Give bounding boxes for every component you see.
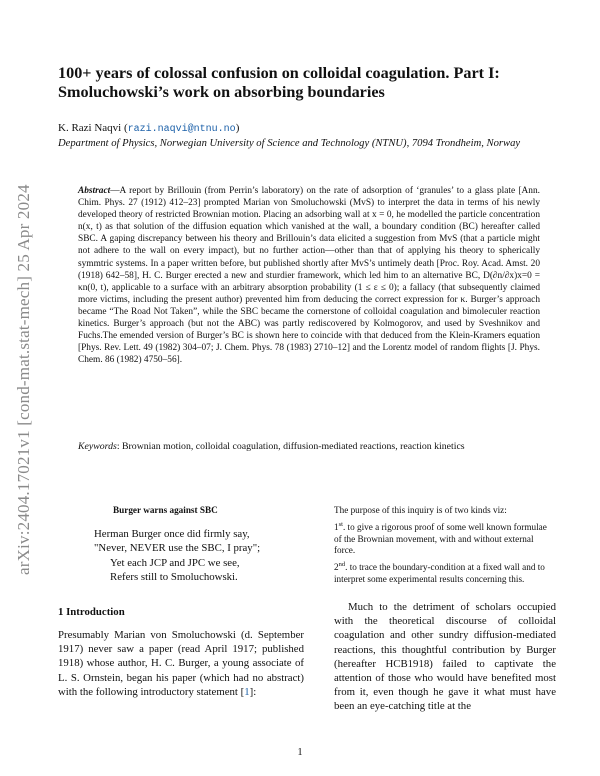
keywords bbox=[78, 441, 540, 453]
purpose-intro: The purpose of this inquiry is of two kinds viz: bbox=[334, 505, 507, 515]
keywords-text: : Brownian motion, colloidal coagulation, diffusion-mediated reactions, reaction kinetics bbox=[116, 441, 465, 452]
paper-title: 100+ years of colossal confusion on colloidal coagulation. Part I: Smoluchowski’s work on absorbing boundaries bbox=[58, 64, 500, 101]
abstract-label: Abstract bbox=[78, 186, 111, 196]
abstract bbox=[78, 185, 540, 366]
poem-line: Yet each JCP and JPC we see, bbox=[110, 556, 240, 569]
poem bbox=[94, 527, 319, 584]
section-heading: 1 Introduction bbox=[58, 606, 125, 618]
intro-text: Presumably Marian von Smoluchowski (d. September 1917) never saw a paper (read April 1917; published 1918) whose author, H. C. Burger, a young associate of L. S. Ornstein, began his paper (which had no abstract) with the following introductory statement [ bbox=[58, 629, 304, 698]
author-line: K. Razi Naqvi (razi.naqvi@ntnu.no) bbox=[58, 122, 240, 135]
poem-line: Herman Burger once did firmly say, bbox=[94, 528, 250, 540]
affiliation: Department of Physics, Norwegian University of Science and Technology (NTNU), 7094 Trondheim, Norway bbox=[58, 138, 521, 149]
keywords-label: Keywords bbox=[78, 441, 117, 452]
author-name: K. Razi Naqvi bbox=[58, 122, 122, 134]
page-number: 1 bbox=[297, 747, 303, 758]
poem-line: "Never, NEVER use the SBC, I pray"; bbox=[94, 542, 261, 555]
arxiv-stamp[interactable]: arXiv:2404.17021v1 [cond-mat.stat-mech] 25 Apr 2024 bbox=[14, 184, 33, 576]
intro-text-end: ]: bbox=[249, 685, 257, 698]
citation-link[interactable]: 1 bbox=[244, 685, 250, 698]
intro-right-column: Much to the detriment of scholars occupied with the theoretical discourse of colloidal coagulation and other sundry diffusion-mediated reactions, this thoughtful contribution by Burger (hereafter HCB1918) failed to captivate the attention of those who would have benefited most from it, even though he gave it what must have been an eye-catching title at the bbox=[334, 601, 556, 713]
abstract-text: —A report by Brillouin (from Perrin’s laboratory) on the rate of adsorption of ‘granules’ to a glass plate [Ann. Chim. Phys. 27 (1912) 412–23] prompted Marian von Smoluchowski (MvS) to interpret the data in terms of his newly developed theory of restricted Brownian motion. Placing an adsorbing wall at x = 0, he modelled the particle concentration n(x, t) as that solution of the diffusion equation which vanished at the wall, a boundary condition (BC) hereafter called SBC. A gaping discrepancy between his theory and Brillouin’s data elicited a suggestion from MvS (that a particle might not adhere to the wall on every impact), but no further action—other than that of applying his theory to spherically symmtric systems. In a paper written before, but published shortly after MvS’s untimely death [Proc. Roy. Acad. Amst. 20 (1918) 642–58], H. C. Burger erected a new and sturdier framework, which led him to an alternative BC, D(∂n/∂x)x=0 = κn(0, t), applicable to a surface with an arbitrary absorption probability (1 ≤ ε ≤ 0); a fallacy (that subsequently claimed more victims, including the present author) prevented him from deducing the correct expression for κ. Burger’s approach became “The Road Not Taken”, while the SBC became the cornerstone of colloidal coagulation and bimoleculer reaction kinetics. Burger’s approach (but not the ABC) was partly rediscovered by Kolmogorov, and used by Sveshnikov and Fuchs.The emended version of Burger’s BC is shown here to coincide with that deduced from the Klein-Kramers equation [Phys. Rev. Lett. 49 (1982) 304–07; J. Chem. Phys. 78 (1983) 2710–12] and the Lorentz model of random flights [J. Phys. Chem. 86 (1982) 4750–56]. bbox=[78, 186, 540, 366]
poem-heading: Burger warns against SBC bbox=[113, 505, 218, 515]
purpose-quote bbox=[334, 505, 556, 588]
purpose-item-2: 2nd. to trace the boundary-condition at a fixed wall and to interpret some experimental results concerning this. bbox=[334, 561, 545, 585]
poem-line: Refers still to Smoluchowski. bbox=[110, 570, 238, 583]
intro-left-column bbox=[58, 628, 304, 699]
purpose-item-1: 1st. to give a rigorous proof of some well known formulae of the Brownian movement, with and without external force. bbox=[334, 520, 547, 556]
author-email-link[interactable]: razi.naqvi@ntnu.no bbox=[127, 124, 236, 135]
